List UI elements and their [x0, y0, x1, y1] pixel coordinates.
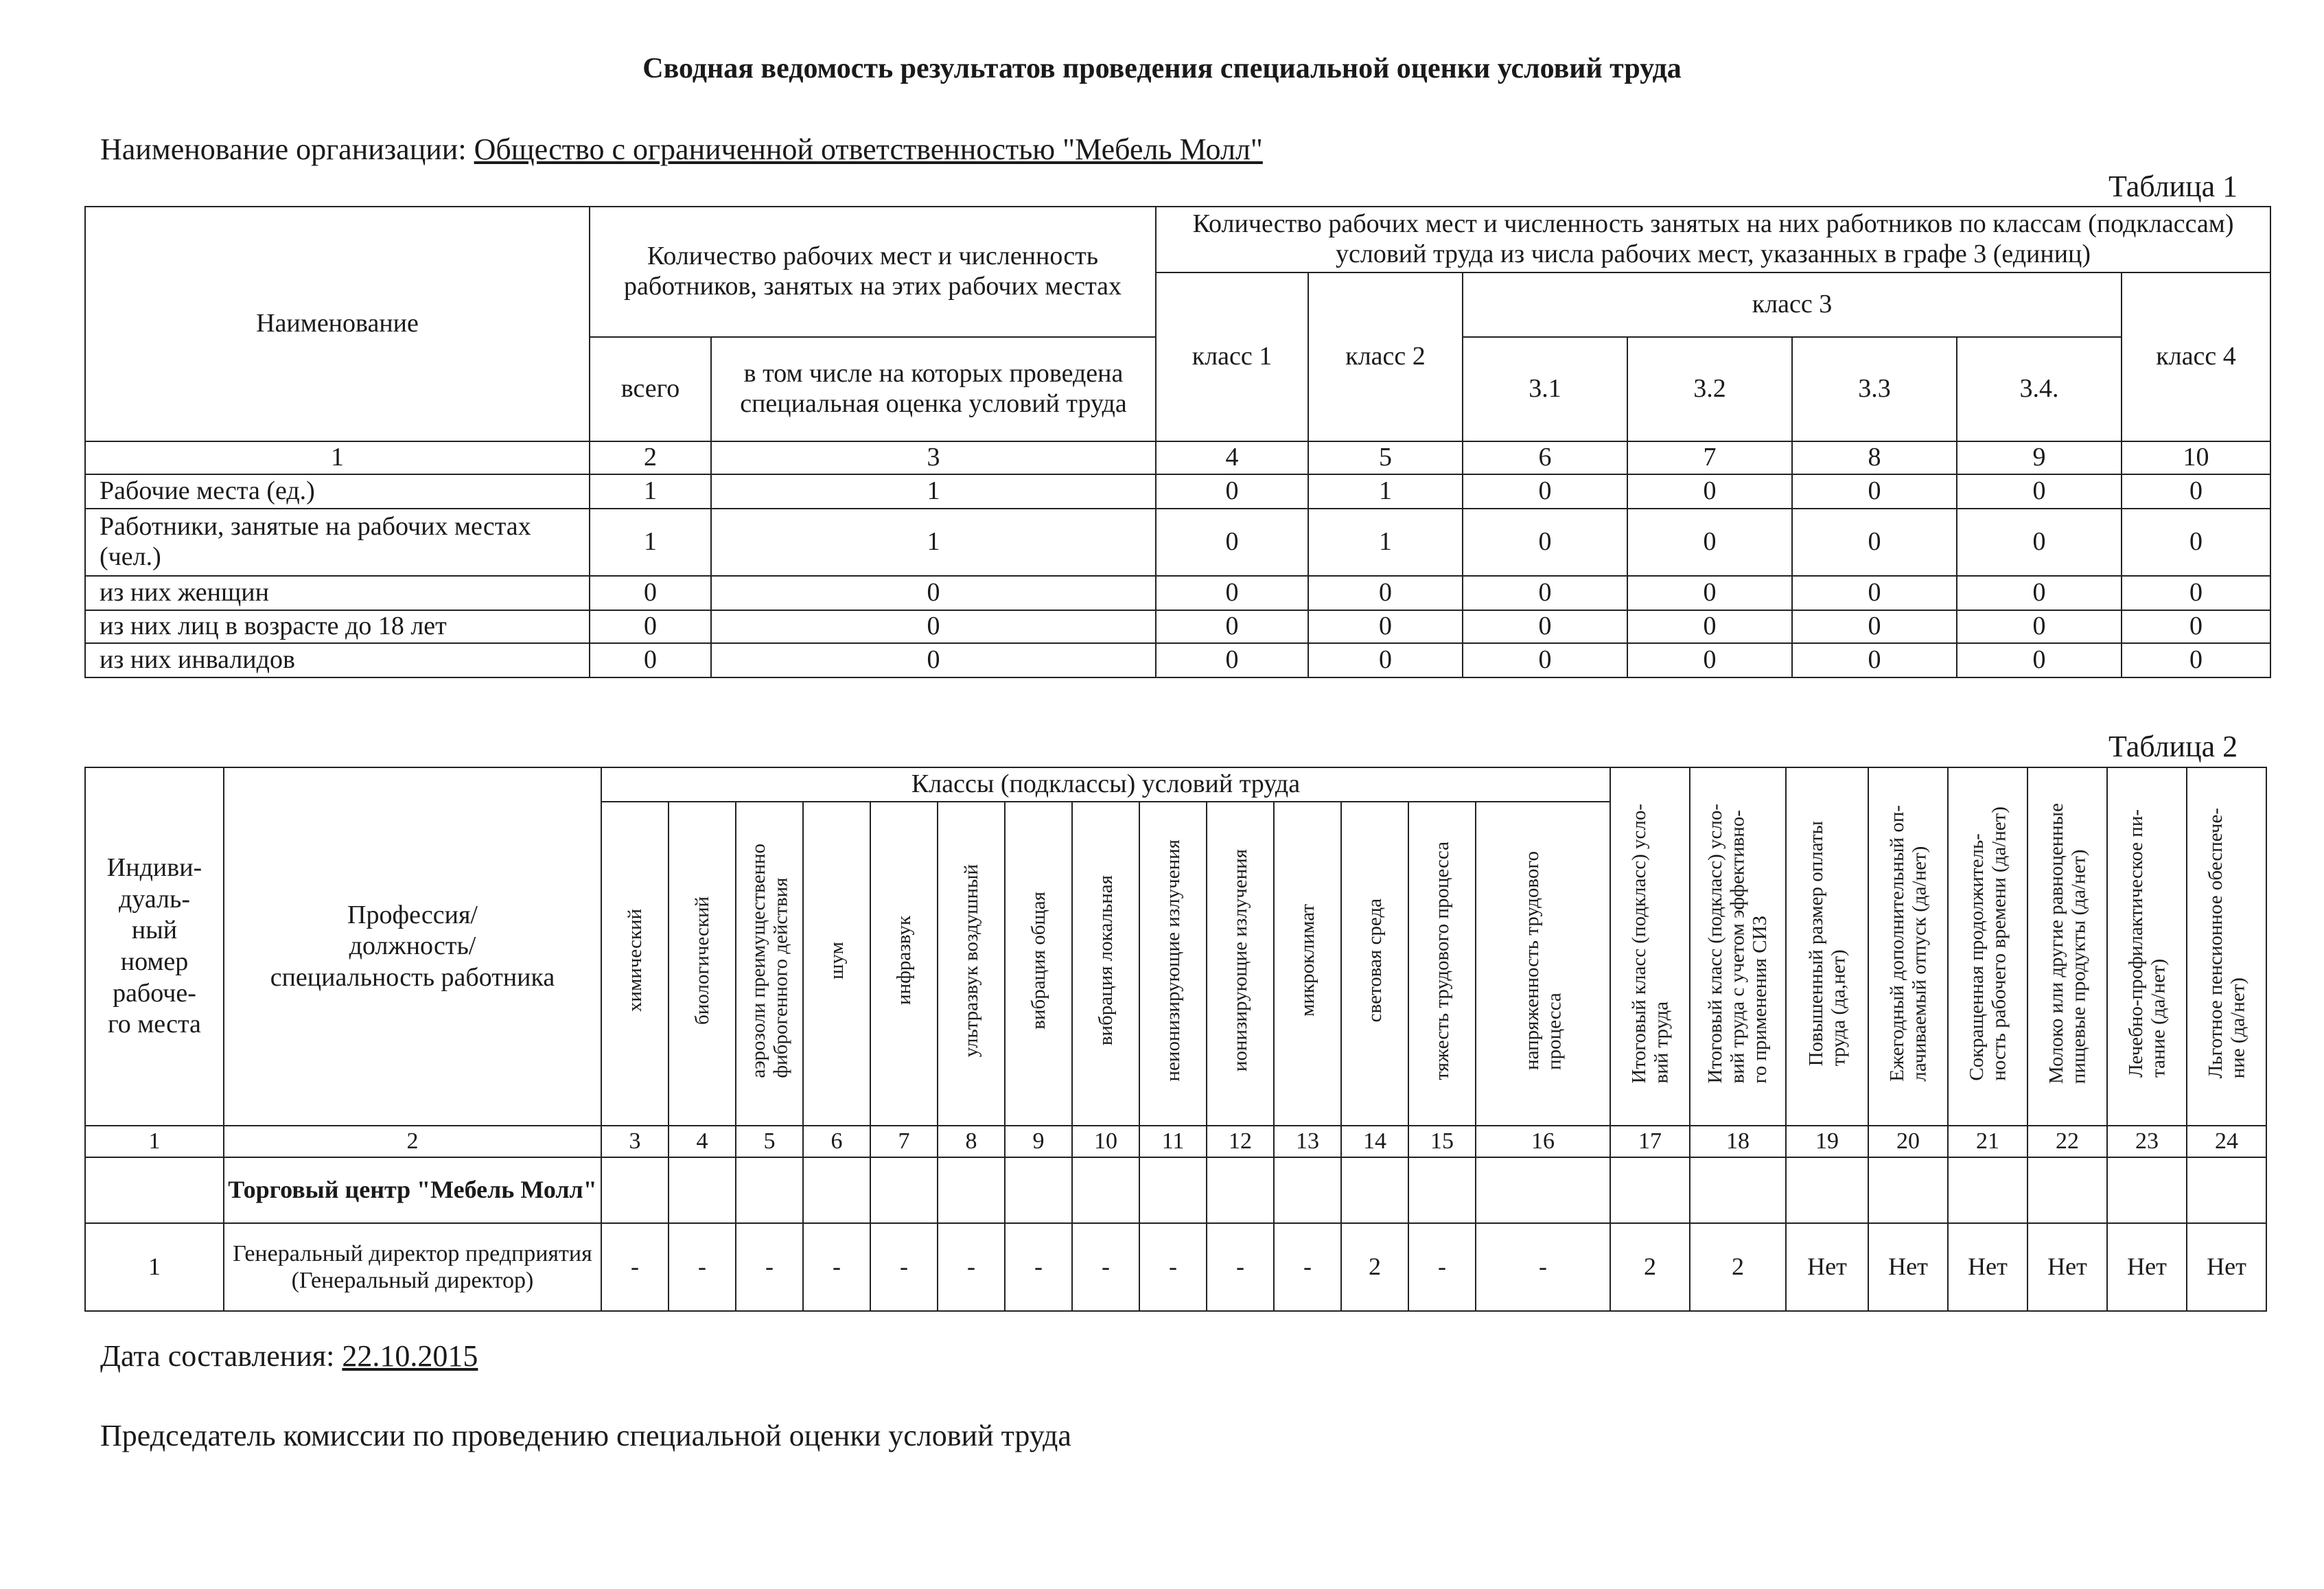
cell: 1 — [590, 474, 711, 509]
row-label: из них женщин — [85, 576, 590, 610]
t2-colnum: 13 — [1274, 1126, 1341, 1157]
cell — [669, 1157, 736, 1223]
t1-header-c34: 3.4. — [1957, 337, 2122, 441]
cell: 0 — [1792, 643, 1957, 677]
table-row — [85, 576, 2270, 610]
t2-header-factor — [870, 802, 938, 1126]
t2-colnum: 8 — [938, 1126, 1005, 1157]
table-row — [85, 643, 2270, 677]
cell: 1 — [711, 509, 1156, 576]
t2-header-extra-text: Льготное пенсионное обеспече- ние (да/нет) — [2204, 808, 2249, 1079]
t2-header-extra-text: Молоко или другие равноценные пищевые продукты (да/нет) — [2045, 802, 2090, 1084]
cell — [1948, 1157, 2027, 1223]
t2-col-numbers — [85, 1126, 2266, 1157]
t2-header-factor-text: световая среда — [1363, 898, 1386, 1023]
row-label: из них инвалидов — [85, 643, 590, 677]
t2-header-extra — [1786, 767, 1868, 1126]
t1-colnum: 7 — [1627, 441, 1792, 474]
t1-col-numbers — [85, 441, 2270, 474]
cell: 0 — [1463, 509, 1627, 576]
cell: 2 — [1341, 1223, 1408, 1311]
organization-name: Общество с ограниченной ответственностью "Мебель Молл" — [474, 132, 1263, 166]
cell — [1786, 1157, 1868, 1223]
t2-colnum: 9 — [1005, 1126, 1072, 1157]
cell — [736, 1157, 803, 1223]
cell: 0 — [1627, 509, 1792, 576]
cell: 1 — [1308, 509, 1463, 576]
t2-colnum: 19 — [1786, 1126, 1868, 1157]
cell: 2 — [1610, 1223, 1690, 1311]
cell: 0 — [1792, 509, 1957, 576]
t2-header-factor — [1139, 802, 1207, 1126]
t2-colnum: 16 — [1476, 1126, 1610, 1157]
cell: 0 — [1156, 643, 1308, 677]
cell — [1005, 1157, 1072, 1223]
cell: - — [669, 1223, 736, 1311]
t2-header-factor-text: инфразвук — [892, 916, 915, 1006]
cell — [85, 1157, 224, 1223]
cell: 0 — [1627, 643, 1792, 677]
t2-header-factor-text: шум — [825, 942, 848, 979]
cell: - — [1005, 1223, 1072, 1311]
t2-colnum: 23 — [2107, 1126, 2187, 1157]
organization-line — [100, 132, 1263, 167]
t1-header-class2: класс 2 — [1308, 272, 1463, 441]
cell: 0 — [590, 643, 711, 677]
cell: 0 — [2122, 643, 2270, 677]
t2-header-factor — [938, 802, 1005, 1126]
cell: Нет — [2187, 1223, 2266, 1311]
t1-header-name: Наименование — [85, 207, 590, 441]
cell: 0 — [2122, 474, 2270, 509]
t2-header-extra-text: Повышенный размер оплаты труда (да,нет) — [1804, 820, 1850, 1067]
t2-colnum: 5 — [736, 1126, 803, 1157]
cell: 0 — [1957, 509, 2122, 576]
t1-colnum: 9 — [1957, 441, 2122, 474]
t2-header-factor — [1005, 802, 1072, 1126]
cell: 0 — [2122, 576, 2270, 610]
cell: 1 — [590, 509, 711, 576]
cell: - — [1274, 1223, 1341, 1311]
cell — [870, 1157, 938, 1223]
cell — [601, 1157, 669, 1223]
table1-label: Таблица 1 — [2108, 170, 2238, 203]
t1-colnum: 3 — [711, 441, 1156, 474]
t2-header-extra — [2107, 767, 2187, 1126]
t2-header-extra — [2027, 767, 2107, 1126]
section-title: Торговый центр "Мебель Молл" — [224, 1157, 601, 1223]
table-row — [85, 610, 2270, 643]
t2-header-factor-text: тяжесть трудового процесса — [1430, 841, 1453, 1080]
cell: Нет — [1868, 1223, 1948, 1311]
t2-colnum: 14 — [1341, 1126, 1408, 1157]
t1-colnum: 1 — [85, 441, 590, 474]
cell: 0 — [711, 643, 1156, 677]
t2-colnum: 17 — [1610, 1126, 1690, 1157]
cell: Нет — [2027, 1223, 2107, 1311]
cell: 0 — [1627, 474, 1792, 509]
t2-header-extra — [1610, 767, 1690, 1126]
cell: 0 — [1463, 643, 1627, 677]
cell — [1139, 1157, 1207, 1223]
organization-label: Наименование организации: — [100, 132, 467, 166]
cell: - — [1476, 1223, 1610, 1311]
table-row — [85, 474, 2270, 509]
cell: 0 — [1156, 610, 1308, 643]
chairman-line: Председатель комиссии по проведению специальной оценки условий труда — [100, 1419, 1071, 1452]
table-row — [85, 509, 2270, 576]
t2-header-factor — [803, 802, 870, 1126]
t2-colnum: 4 — [669, 1126, 736, 1157]
cell: 0 — [2122, 509, 2270, 576]
t2-header-factor — [1476, 802, 1610, 1126]
cell — [2187, 1157, 2266, 1223]
cell: - — [736, 1223, 803, 1311]
cell: 0 — [590, 610, 711, 643]
t2-colnum: 6 — [803, 1126, 870, 1157]
cell: 0 — [1792, 610, 1957, 643]
cell — [2027, 1157, 2107, 1223]
row-label: Работники, занятые на рабочих местах (чел.) — [85, 509, 590, 576]
cell: 0 — [1463, 610, 1627, 643]
workplace-table — [84, 767, 2267, 1312]
t2-colnum: 3 — [601, 1126, 669, 1157]
row-label: Рабочие места (ед.) — [85, 474, 590, 509]
document-title: Сводная ведомость результатов проведения специальной оценки условий труда — [642, 53, 1682, 84]
cell — [1690, 1157, 1786, 1223]
t2-colnum: 20 — [1868, 1126, 1948, 1157]
cell — [1274, 1157, 1341, 1223]
t1-header-count-group: Количество рабочих мест и численность работников, занятых на этих рабочих местах — [590, 207, 1156, 337]
t2-header-extra-text: Сокращенная продолжитель- ность рабочего времени (да/нет) — [1965, 806, 2010, 1081]
date-value: 22.10.2015 — [342, 1339, 478, 1373]
t2-header-extra-text: Итоговый класс (подкласс) усло- вий труда с учетом эффективно- го применения СИЗ — [1704, 803, 1771, 1084]
t1-colnum: 2 — [590, 441, 711, 474]
t2-header-factor — [736, 802, 803, 1126]
t2-colnum: 11 — [1139, 1126, 1207, 1157]
t1-colnum: 4 — [1156, 441, 1308, 474]
cell: - — [803, 1223, 870, 1311]
cell: 0 — [1627, 576, 1792, 610]
t2-header-factor — [1274, 802, 1341, 1126]
t2-colnum: 18 — [1690, 1126, 1786, 1157]
t2-colnum: 12 — [1207, 1126, 1274, 1157]
t2-header-extra — [1690, 767, 1786, 1126]
t2-header-factor — [1408, 802, 1476, 1126]
cell — [938, 1157, 1005, 1223]
cell: - — [938, 1223, 1005, 1311]
cell — [1610, 1157, 1690, 1223]
cell: 2 — [1690, 1223, 1786, 1311]
cell — [2107, 1157, 2187, 1223]
t2-header-factor — [601, 802, 669, 1126]
t2-header-factor-text: микроклимат — [1296, 904, 1318, 1017]
cell: 0 — [1957, 643, 2122, 677]
summary-table — [84, 206, 2271, 678]
t2-header-factor-text: аэрозоли преимущественно фиброгенного действия — [747, 843, 791, 1078]
t2-colnum: 7 — [870, 1126, 938, 1157]
t1-header-class3: класс 3 — [1463, 272, 2122, 337]
cell — [1072, 1157, 1139, 1223]
cell: 0 — [1627, 610, 1792, 643]
cell: Нет — [1948, 1223, 2027, 1311]
t2-header-factor-text: неионизирующие излучения — [1161, 839, 1184, 1082]
cell: 0 — [1957, 474, 2122, 509]
t2-header-factor-text: химический — [623, 909, 646, 1012]
t2-header-id: Индиви- дуаль- ный номер рабоче- го места — [85, 767, 224, 1126]
t1-header-c33: 3.3 — [1792, 337, 1957, 441]
t2-header-extra — [1868, 767, 1948, 1126]
table2-label: Таблица 2 — [2108, 730, 2238, 763]
cell: 1 — [1308, 474, 1463, 509]
cell: 1 — [711, 474, 1156, 509]
cell: 0 — [590, 576, 711, 610]
t2-header-extra-text: Итоговый класс (подкласс) усло- вий труда — [1627, 803, 1673, 1084]
t2-header-factor-text: вибрация локальная — [1094, 875, 1117, 1046]
cell: - — [1408, 1223, 1476, 1311]
t2-colnum: 2 — [224, 1126, 601, 1157]
t2-header-factor-text: напряженность трудового процесса — [1520, 850, 1565, 1070]
cell: 0 — [1463, 474, 1627, 509]
t1-colnum: 10 — [2122, 441, 2270, 474]
t2-header-extra-text: Ежегодный дополнительный оп- лачиваемый отпуск (да/нет) — [1885, 805, 1931, 1082]
cell: 0 — [2122, 610, 2270, 643]
table-row — [85, 1223, 2266, 1311]
t2-colnum: 21 — [1948, 1126, 2027, 1157]
t2-header-classes-group: Классы (подклассы) условий труда — [601, 767, 1610, 802]
t1-colnum: 8 — [1792, 441, 1957, 474]
cell: 0 — [1792, 474, 1957, 509]
cell: 0 — [1792, 576, 1957, 610]
date-label: Дата составления: — [100, 1339, 335, 1373]
t2-header-factor — [1207, 802, 1274, 1126]
t2-header-extra-text: Лечебно-профилактическое пи- тание (да/нет) — [2124, 809, 2170, 1078]
t2-header-factor-text: ионизирующие излучения — [1229, 849, 1251, 1072]
t1-header-class4: класс 4 — [2122, 272, 2270, 441]
cell: 0 — [1308, 576, 1463, 610]
t1-colnum: 6 — [1463, 441, 1627, 474]
cell: 0 — [1308, 643, 1463, 677]
cell: - — [601, 1223, 669, 1311]
cell: 0 — [711, 576, 1156, 610]
cell: 0 — [1463, 576, 1627, 610]
cell: - — [1072, 1223, 1139, 1311]
workplace-profession: Генеральный директор предприятия (Генеральный директор) — [224, 1223, 601, 1311]
cell: Нет — [2107, 1223, 2187, 1311]
cell: Нет — [1786, 1223, 1868, 1311]
workplace-id: 1 — [85, 1223, 224, 1311]
t2-header-factor-text: биологический — [690, 896, 713, 1025]
t1-header-assessed: в том числе на которых проведена специальная оценка условий труда — [711, 337, 1156, 441]
t2-header-factor — [1341, 802, 1408, 1126]
t2-header-profession: Профессия/ должность/ специальность работника — [224, 767, 601, 1126]
cell — [1868, 1157, 1948, 1223]
cell: - — [870, 1223, 938, 1311]
cell: 0 — [1156, 474, 1308, 509]
t1-header-classes-group: Количество рабочих мест и численность занятых на них работников по классам (подклассам) условий труда из числа рабочих мест, указанных в графе 3 (единиц) — [1156, 207, 2270, 272]
t2-colnum: 10 — [1072, 1126, 1139, 1157]
cell: 0 — [1156, 576, 1308, 610]
t2-colnum: 24 — [2187, 1126, 2266, 1157]
row-label: из них лиц в возрасте до 18 лет — [85, 610, 590, 643]
cell — [803, 1157, 870, 1223]
date-line — [100, 1338, 478, 1373]
t1-header-c31: 3.1 — [1463, 337, 1627, 441]
t2-colnum: 15 — [1408, 1126, 1476, 1157]
cell — [1207, 1157, 1274, 1223]
t1-header-class1: класс 1 — [1156, 272, 1308, 441]
t2-header-factor-text: ультразвук воздушный — [960, 863, 982, 1058]
t2-header-factor — [1072, 802, 1139, 1126]
t2-colnum: 22 — [2027, 1126, 2107, 1157]
cell: - — [1139, 1223, 1207, 1311]
cell: 0 — [1156, 509, 1308, 576]
cell: - — [1207, 1223, 1274, 1311]
t2-header-extra — [1948, 767, 2027, 1126]
t2-colnum: 1 — [85, 1126, 224, 1157]
t1-header-total: всего — [590, 337, 711, 441]
t1-colnum: 5 — [1308, 441, 1463, 474]
t2-header-extra — [2187, 767, 2266, 1126]
cell — [1341, 1157, 1408, 1223]
t2-header-factor — [669, 802, 736, 1126]
cell: 0 — [1308, 610, 1463, 643]
cell: 0 — [1957, 576, 2122, 610]
cell — [1408, 1157, 1476, 1223]
cell: 0 — [711, 610, 1156, 643]
section-row — [85, 1157, 2266, 1223]
cell — [1476, 1157, 1610, 1223]
t2-header-factor-text: вибрация общая — [1027, 892, 1049, 1030]
t1-header-c32: 3.2 — [1627, 337, 1792, 441]
cell: 0 — [1957, 610, 2122, 643]
